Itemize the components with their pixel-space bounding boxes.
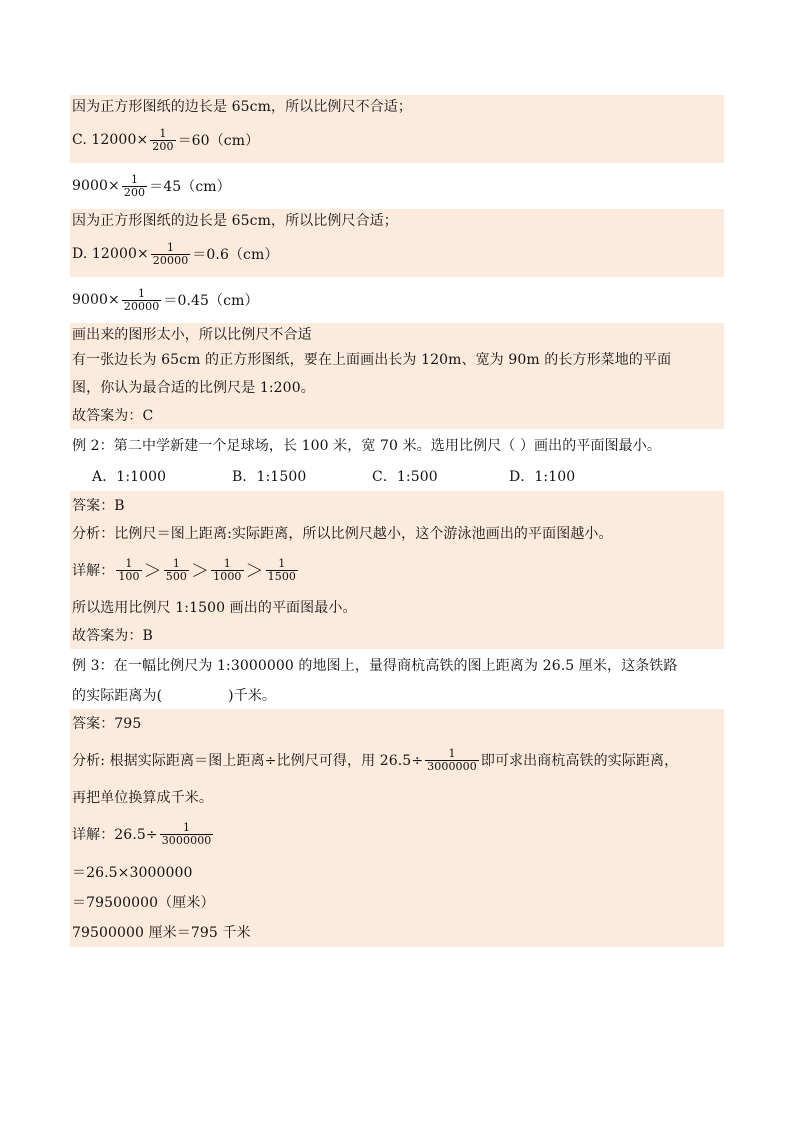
denominator: 100 [118, 569, 140, 583]
text: 故答案为：C [72, 408, 154, 424]
question-line [70, 649, 724, 681]
denominator: 500 [165, 569, 188, 583]
fraction [122, 174, 147, 199]
text: 再把单位换算成千米。 [72, 790, 213, 806]
fraction [211, 558, 243, 583]
equation-line [70, 163, 724, 209]
denominator: 20000 [123, 299, 160, 313]
fraction [116, 558, 141, 583]
text-line [70, 323, 724, 345]
text: 答案：B [72, 498, 125, 514]
text-line [70, 621, 724, 649]
numerator: 1 [159, 126, 167, 140]
greater-than-sign: ＞ [191, 561, 210, 582]
numerator: 1 [172, 556, 180, 570]
numerator: 1 [448, 746, 456, 760]
text: 所以选用比例尺 1:1500 画出的平面图最小。 [72, 600, 357, 616]
equation-line [70, 277, 724, 323]
text-line [70, 857, 724, 887]
text-line [70, 345, 724, 373]
text-line [70, 783, 724, 811]
option-b: B．1:1500 [232, 469, 307, 485]
text: ＝60（cm） [177, 133, 260, 149]
text: ＝0.45（cm） [163, 293, 259, 309]
fraction [425, 748, 479, 773]
numerator: 1 [278, 556, 286, 570]
denominator: 3000000 [427, 759, 477, 773]
text-line [70, 887, 724, 917]
option-d: D．1:100 [509, 469, 576, 485]
text: 详解： [72, 563, 115, 579]
options-line [70, 461, 724, 491]
text: 图，你认为最合适的比例尺是 1:200。 [72, 380, 315, 396]
text: 分析：比例尺＝图上距离:实际距离，所以比例尺越小，这个游泳池画出的平面图越小。 [72, 526, 613, 542]
text: 79500000 厘米＝795 千米 [72, 925, 251, 941]
text: 有一张边长为 65cm 的正方形图纸，要在上面画出长为 120m、宽为 90m 的长方形菜地的平面 [72, 352, 672, 368]
equation-line [70, 117, 724, 163]
text: 9000× [72, 178, 120, 194]
text-line [70, 491, 724, 519]
text: 的实际距离为( [72, 688, 163, 704]
denominator: 200 [152, 139, 174, 153]
denominator: 1000 [213, 569, 242, 583]
text: 分析: 根据实际距离＝图上距离÷比例尺可得，用 26.5÷ [72, 753, 424, 769]
denominator: 1500 [267, 569, 297, 583]
denominator: 3000000 [161, 833, 212, 847]
equation-line [70, 547, 724, 593]
text-line [70, 519, 724, 547]
fraction [122, 288, 162, 313]
fraction [151, 242, 191, 267]
question-line [70, 429, 724, 461]
text-line [70, 593, 724, 621]
text: D. 12000× [72, 246, 149, 262]
numerator: 1 [125, 556, 133, 570]
option-c: C．1:500 [372, 469, 438, 485]
text-line [70, 917, 724, 947]
fraction [150, 128, 175, 153]
question-line [70, 681, 724, 709]
text: ＝45（cm） [149, 179, 231, 195]
document-content [70, 95, 724, 947]
text: 例 3：在一幅比例尺为 1:3000000 的地图上，量得商杭高铁的图上距离为 26.5 厘米，这条铁路 [72, 658, 678, 674]
text: C. 12000× [72, 132, 149, 148]
text: 例 2：第二中学新建一个足球场，长 100 米，宽 70 米。选用比例尺（ ）画出的平面图最小。 [72, 438, 661, 454]
numerator: 1 [166, 240, 175, 254]
text: ＝0.6（cm） [192, 247, 279, 263]
text: 答案：795 [72, 716, 142, 732]
denominator: 200 [123, 185, 146, 199]
text: ＝26.5×3000000 [72, 865, 193, 881]
numerator: 1 [183, 820, 191, 834]
text-line [70, 709, 724, 737]
equation-line [70, 737, 724, 783]
equation-line [70, 231, 724, 277]
greater-than-sign: ＞ [143, 561, 162, 582]
fraction [266, 558, 298, 583]
text: 即可求出商杭高铁的实际距离， [480, 753, 679, 769]
text: 详解：26.5÷ [72, 827, 158, 843]
numerator: 1 [223, 556, 231, 570]
numerator: 1 [130, 172, 139, 186]
text-line [70, 209, 724, 231]
fraction [164, 558, 189, 583]
option-a: A．1:1000 [92, 469, 167, 485]
text: 画出来的图形太小，所以比例尺不合适 [72, 327, 312, 343]
text-line [70, 95, 724, 117]
fraction [160, 822, 214, 847]
text: )千米。 [228, 688, 277, 704]
text: ＝79500000（厘米） [72, 895, 215, 911]
text: 因为正方形图纸的边长是 65cm，所以比例尺不合适； [72, 99, 412, 115]
text: 故答案为：B [72, 628, 153, 644]
equation-line [70, 811, 724, 857]
greater-than-sign: ＞ [245, 561, 264, 582]
text: 因为正方形图纸的边长是 65cm，所以比例尺合适； [72, 213, 398, 229]
numerator: 1 [138, 286, 146, 300]
text: 9000× [72, 292, 120, 308]
denominator: 20000 [152, 253, 189, 267]
text-line [70, 401, 724, 429]
text-line [70, 373, 724, 401]
